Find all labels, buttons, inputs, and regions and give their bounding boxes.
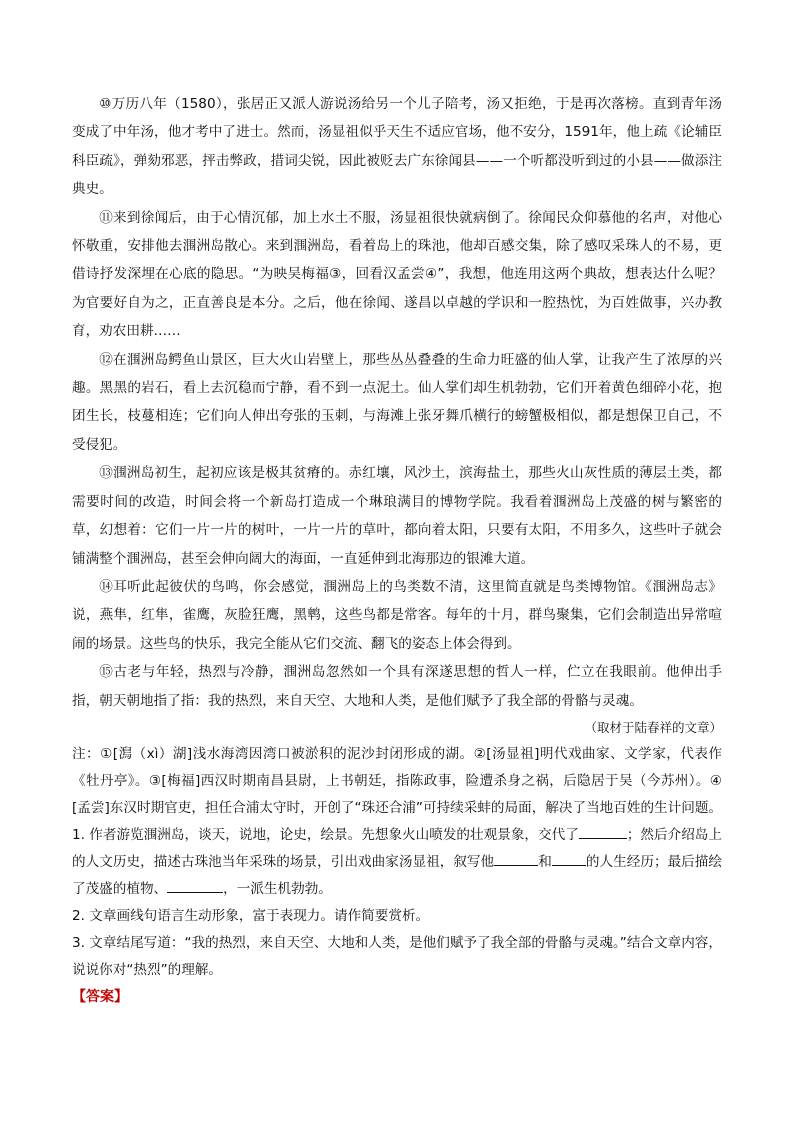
- article-body: [72, 90, 722, 1010]
- question-1-text-e: ，一派生机勃勃。: [223, 880, 332, 897]
- answer-label: 【答案】: [72, 988, 128, 1005]
- paragraph-11: ⑪来到徐闻后，由于心情沉郁，加上水土不服，汤显祖很快就病倒了。徐闻民众仰慕他的名声，对他心怀敬重，安排他去涠洲岛散心。来到涠洲岛，看着岛上的珠池，他却百感交集，除了感叹采珠人的不易，更借诗抒发深埋在心底的隐思。“为映吴梅福③，回看汉孟尝④”，我想，他连用这两个典故，想表达什么呢？为官要好自为之，正直善良是本分。之后，他在徐闻、遂昌以卓越的学识和一腔热忱，为百姓做事，兴办教育，劝农田耕……: [72, 209, 722, 340]
- answer-blank-2[interactable]: [494, 849, 538, 866]
- question-1-text-b: ；然后介绍岛上的人文历史，描述古珠池当年采珠的场景，引出戏曲家汤显祖，叙写他: [72, 826, 722, 870]
- answer-blank-4[interactable]: [167, 876, 223, 893]
- paragraph-14: ⑭耳听此起彼伏的鸟鸣，你会感觉，涠洲岛上的鸟类数不清，这里简直就是鸟类博物馆。《涠洲岛志》说，燕隼，红隼，雀鹰，灰脸狂鹰，黑鹎，这些鸟都是常客。每年的十月，群鸟聚集，它们会制造出异常喧闹的场景。这些鸟的快乐，我完全能从它们交流、翻飞的姿态上体会得到。: [72, 578, 722, 652]
- paragraph-15: ⑮古老与年轻，热烈与冷静，涠洲岛忽然如一个具有深遂思想的哲人一样，伫立在我眼前。他伸出手指，朝天朝地指了指：我的热烈，来自天空、大地和人类，是他们赋予了我全部的骨骼与灵魂。: [72, 664, 722, 709]
- footnotes: 注：①[澙（xì）湖]浅水海湾因湾口被淤积的泥沙封闭形成的湖。②[汤显祖]明代戏曲家、文学家，代表作《牡丹亭》。③[梅福]西汉时期南昌县尉，上书朝廷，指陈政事，险遭杀身之祸，后隐居于吴（今苏州）。④[孟尝]东汉时期官吏，担任合浦太守时，开创了“珠还合浦”可持续采蚌的局面，解决了当地百姓的生计问题。: [72, 745, 723, 816]
- paragraph-12: ⑫在涠洲岛鳄鱼山景区，巨大火山岩壁上，那些丛丛叠叠的生命力旺盛的仙人掌，让我产生了浓厚的兴趣。黑黑的岩石，看上去沉稳而宁静，看不到一点泥土。仙人掌们却生机勃勃，它们开着黄色细碎小花，抱团生长，枝蔓相连；它们向人伸出夸张的玉刺，与海滩上张牙舞爪横行的螃蟹极相似，都是想保卫自己，不受侵犯。: [72, 351, 722, 453]
- question-3: 3. 文章结尾写道：“我的热烈，来自天空、大地和人类，是他们赋予了我全部的骨骼与灵魂。”结合文章内容，说说你对“热烈”的理解。: [72, 934, 722, 978]
- paragraph-13: ⑬涠洲岛初生，起初应该是极其贫瘠的。赤红壤，风沙土，滨海盐土，那些火山灰性质的薄层土类，都需要时间的改造，时间会将一个新岛打造成一个琳琅满目的博物学院。我看着涠洲岛上茂盛的树与繁密的草，幻想着：它们一片一片的树叶，一片一片的草叶，都向着太阳，只要有太阳，不用多久，这些叶子就会铺满整个涠洲岛，甚至会伸向阔大的海面，一直延伸到北海那边的银滩大道。: [72, 465, 722, 567]
- answer-blank-3[interactable]: [552, 849, 586, 866]
- source-attribution: （取材于陆春祥的文章）: [584, 719, 722, 735]
- question-1-text-d: 的人生经历；最后描绘了茂盛的植物、: [72, 853, 723, 897]
- question-1-text-a: 1. 作者游览涠洲岛，谈天，说地，论史，绘景。先想象火山喷发的壮观景象，交代了: [72, 826, 579, 843]
- question-1-text-c: 和: [538, 853, 552, 870]
- question-1: [72, 822, 722, 903]
- paragraph-10: ⑩万历八年（1580），张居正又派人游说汤给另一个儿子陪考，汤又拒绝，于是再次落榜。直到青年汤变成了中年汤，他才考中了进士。然而，汤显祖似乎天生不适应官场，他不安分，1591年，他上疏《论辅臣科臣疏》，弹劾邪恶，抨击弊政，措词尖锐，因此被贬去广东徐闻县——一个听都没听到过的小县——做添注典史。: [72, 96, 722, 198]
- answer-blank-1[interactable]: [579, 822, 627, 839]
- question-2: 2. 文章画线句语言生动形象，富于表现力。请作简要赏析。: [72, 907, 430, 924]
